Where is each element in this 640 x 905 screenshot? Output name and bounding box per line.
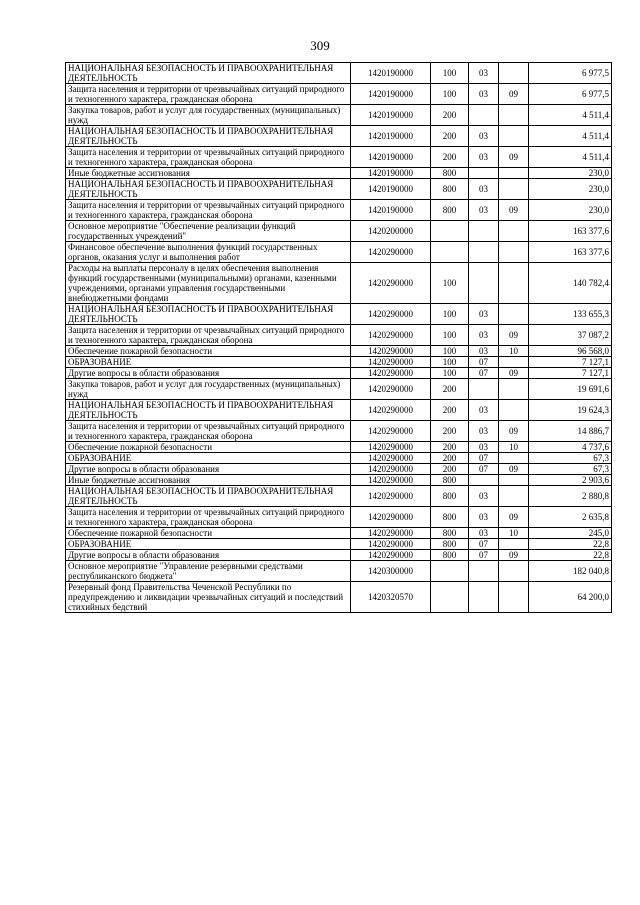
row-vr-cell: 200 <box>431 379 469 400</box>
table-row <box>66 147 612 168</box>
table-row <box>66 528 612 539</box>
row-amount-cell: 6 977,5 <box>529 84 612 105</box>
table-row <box>66 221 612 242</box>
row-rz-cell: 03 <box>469 346 499 357</box>
row-rz-cell <box>469 582 499 613</box>
row-csr-cell: 1420290000 <box>351 453 431 464</box>
row-amount-cell: 4 511,4 <box>529 147 612 168</box>
row-pr-cell <box>499 63 529 84</box>
row-rz-cell: 03 <box>469 507 499 528</box>
row-vr-cell: 800 <box>431 528 469 539</box>
row-pr-cell: 09 <box>499 464 529 475</box>
row-csr-cell: 1420290000 <box>351 528 431 539</box>
row-pr-cell: 09 <box>499 325 529 346</box>
row-name-cell: Основное мероприятие "Обеспечение реализации функций государственных учреждений" <box>66 221 351 242</box>
row-vr-cell: 800 <box>431 168 469 179</box>
table-row <box>66 453 612 464</box>
row-pr-cell: 09 <box>499 507 529 528</box>
row-name-cell: Другие вопросы в области образования <box>66 368 351 379</box>
row-vr-cell: 200 <box>431 442 469 453</box>
row-name-cell: НАЦИОНАЛЬНАЯ БЕЗОПАСНОСТЬ И ПРАВООХРАНИТЕЛЬНАЯ ДЕЯТЕЛЬНОСТЬ <box>66 63 351 84</box>
row-name-cell: Закупка товаров, работ и услуг для государственных (муниципальных) нужд <box>66 105 351 126</box>
row-vr-cell: 100 <box>431 325 469 346</box>
row-name-cell: Защита населения и территории от чрезвычайных ситуаций природного и техногенного характера, гражданская оборона <box>66 147 351 168</box>
row-csr-cell: 1420290000 <box>351 475 431 486</box>
row-pr-cell <box>499 242 529 263</box>
row-name-cell: Другие вопросы в области образования <box>66 550 351 561</box>
row-rz-cell: 07 <box>469 464 499 475</box>
row-csr-cell: 1420290000 <box>351 368 431 379</box>
table-row <box>66 400 612 421</box>
row-name-cell: Обеспечение пожарной безопасности <box>66 346 351 357</box>
row-amount-cell: 7 127,1 <box>529 368 612 379</box>
row-rz-cell: 03 <box>469 179 499 200</box>
row-csr-cell: 1420290000 <box>351 346 431 357</box>
row-vr-cell: 200 <box>431 105 469 126</box>
row-rz-cell: 03 <box>469 442 499 453</box>
row-rz-cell: 07 <box>469 368 499 379</box>
row-rz-cell <box>469 379 499 400</box>
row-name-cell: Обеспечение пожарной безопасности <box>66 528 351 539</box>
table-row <box>66 325 612 346</box>
row-amount-cell: 4 511,4 <box>529 126 612 147</box>
table-row <box>66 368 612 379</box>
row-pr-cell <box>499 486 529 507</box>
row-vr-cell: 200 <box>431 147 469 168</box>
row-csr-cell: 1420190000 <box>351 168 431 179</box>
row-vr-cell: 200 <box>431 453 469 464</box>
table-row <box>66 263 612 304</box>
table-row <box>66 550 612 561</box>
row-amount-cell: 19 624,3 <box>529 400 612 421</box>
row-vr-cell: 200 <box>431 464 469 475</box>
row-amount-cell: 4 737,6 <box>529 442 612 453</box>
row-pr-cell <box>499 221 529 242</box>
table-row <box>66 582 612 613</box>
row-csr-cell: 1420320570 <box>351 582 431 613</box>
row-pr-cell: 10 <box>499 442 529 453</box>
row-amount-cell: 4 511,4 <box>529 105 612 126</box>
row-vr-cell: 200 <box>431 126 469 147</box>
row-amount-cell: 163 377,6 <box>529 242 612 263</box>
row-name-cell: Иные бюджетные ассигнования <box>66 475 351 486</box>
row-csr-cell: 1420290000 <box>351 550 431 561</box>
row-rz-cell: 07 <box>469 550 499 561</box>
row-amount-cell: 6 977,5 <box>529 63 612 84</box>
row-rz-cell: 07 <box>469 357 499 368</box>
row-rz-cell: 03 <box>469 147 499 168</box>
table-row <box>66 421 612 442</box>
row-vr-cell: 100 <box>431 84 469 105</box>
row-csr-cell: 1420290000 <box>351 357 431 368</box>
row-csr-cell: 1420290000 <box>351 379 431 400</box>
table-row <box>66 357 612 368</box>
table-row <box>66 464 612 475</box>
row-name-cell: НАЦИОНАЛЬНАЯ БЕЗОПАСНОСТЬ И ПРАВООХРАНИТЕЛЬНАЯ ДЕЯТЕЛЬНОСТЬ <box>66 126 351 147</box>
row-vr-cell: 200 <box>431 421 469 442</box>
row-pr-cell <box>499 126 529 147</box>
row-name-cell: НАЦИОНАЛЬНАЯ БЕЗОПАСНОСТЬ И ПРАВООХРАНИТЕЛЬНАЯ ДЕЯТЕЛЬНОСТЬ <box>66 179 351 200</box>
row-pr-cell <box>499 357 529 368</box>
row-amount-cell: 67,3 <box>529 453 612 464</box>
row-amount-cell: 163 377,6 <box>529 221 612 242</box>
budget-table-body <box>66 63 612 613</box>
row-rz-cell <box>469 263 499 304</box>
row-pr-cell <box>499 539 529 550</box>
row-csr-cell: 1420290000 <box>351 242 431 263</box>
row-amount-cell: 2 635,8 <box>529 507 612 528</box>
row-name-cell: ОБРАЗОВАНИЕ <box>66 453 351 464</box>
row-name-cell: Расходы на выплаты персоналу в целях обеспечения выполнения функций государственными (муниципальными) органами, казенными учреждениями, органами управления государственными внебюджетными фондами <box>66 263 351 304</box>
table-row <box>66 486 612 507</box>
row-amount-cell: 140 782,4 <box>529 263 612 304</box>
row-rz-cell: 07 <box>469 453 499 464</box>
row-amount-cell: 7 127,1 <box>529 357 612 368</box>
table-row <box>66 561 612 582</box>
row-pr-cell <box>499 561 529 582</box>
row-csr-cell: 1420290000 <box>351 325 431 346</box>
row-csr-cell: 1420190000 <box>351 63 431 84</box>
row-rz-cell: 03 <box>469 486 499 507</box>
row-name-cell: Другие вопросы в области образования <box>66 464 351 475</box>
row-rz-cell: 03 <box>469 200 499 221</box>
row-pr-cell: 09 <box>499 421 529 442</box>
row-pr-cell: 09 <box>499 550 529 561</box>
row-csr-cell: 1420290000 <box>351 464 431 475</box>
row-name-cell: НАЦИОНАЛЬНАЯ БЕЗОПАСНОСТЬ И ПРАВООХРАНИТЕЛЬНАЯ ДЕЯТЕЛЬНОСТЬ <box>66 486 351 507</box>
row-vr-cell: 800 <box>431 200 469 221</box>
row-csr-cell: 1420290000 <box>351 400 431 421</box>
row-vr-cell: 800 <box>431 486 469 507</box>
table-row <box>66 200 612 221</box>
row-pr-cell <box>499 475 529 486</box>
row-csr-cell: 1420290000 <box>351 263 431 304</box>
row-rz-cell <box>469 475 499 486</box>
row-rz-cell <box>469 561 499 582</box>
row-pr-cell <box>499 105 529 126</box>
row-amount-cell: 64 200,0 <box>529 582 612 613</box>
row-csr-cell: 1420290000 <box>351 507 431 528</box>
table-row <box>66 105 612 126</box>
row-csr-cell: 1420190000 <box>351 105 431 126</box>
row-rz-cell: 03 <box>469 325 499 346</box>
row-pr-cell <box>499 179 529 200</box>
row-rz-cell <box>469 221 499 242</box>
table-row <box>66 168 612 179</box>
row-vr-cell <box>431 242 469 263</box>
row-vr-cell: 800 <box>431 179 469 200</box>
row-amount-cell: 245,0 <box>529 528 612 539</box>
row-vr-cell: 100 <box>431 346 469 357</box>
row-csr-cell: 1420190000 <box>351 84 431 105</box>
row-csr-cell: 1420190000 <box>351 126 431 147</box>
row-name-cell: Закупка товаров, работ и услуг для государственных (муниципальных) нужд <box>66 379 351 400</box>
table-row <box>66 84 612 105</box>
row-csr-cell: 1420200000 <box>351 221 431 242</box>
row-pr-cell: 09 <box>499 84 529 105</box>
row-vr-cell: 800 <box>431 539 469 550</box>
budget-table <box>65 62 612 613</box>
row-csr-cell: 1420290000 <box>351 421 431 442</box>
row-name-cell: Защита населения и территории от чрезвычайных ситуаций природного и техногенного характера, гражданская оборона <box>66 200 351 221</box>
row-amount-cell: 133 655,3 <box>529 304 612 325</box>
row-csr-cell: 1420190000 <box>351 179 431 200</box>
row-pr-cell <box>499 379 529 400</box>
row-pr-cell: 09 <box>499 147 529 168</box>
row-name-cell: ОБРАЗОВАНИЕ <box>66 539 351 550</box>
row-pr-cell: 10 <box>499 346 529 357</box>
row-vr-cell: 800 <box>431 550 469 561</box>
row-amount-cell: 230,0 <box>529 168 612 179</box>
row-amount-cell: 96 568,0 <box>529 346 612 357</box>
row-name-cell: Финансовое обеспечение выполнения функций государственных органов, оказания услуг и выполнения работ <box>66 242 351 263</box>
row-rz-cell <box>469 105 499 126</box>
page-number: 309 <box>310 38 330 53</box>
row-csr-cell: 1420290000 <box>351 304 431 325</box>
row-pr-cell <box>499 304 529 325</box>
table-row <box>66 179 612 200</box>
row-name-cell: Основное мероприятие "Управление резервными средствами республиканского бюджета" <box>66 561 351 582</box>
row-amount-cell: 230,0 <box>529 179 612 200</box>
row-name-cell: НАЦИОНАЛЬНАЯ БЕЗОПАСНОСТЬ И ПРАВООХРАНИТЕЛЬНАЯ ДЕЯТЕЛЬНОСТЬ <box>66 400 351 421</box>
table-row <box>66 539 612 550</box>
row-name-cell: Иные бюджетные ассигнования <box>66 168 351 179</box>
row-vr-cell: 200 <box>431 400 469 421</box>
row-vr-cell: 100 <box>431 304 469 325</box>
row-vr-cell: 100 <box>431 263 469 304</box>
row-csr-cell: 1420190000 <box>351 147 431 168</box>
row-vr-cell <box>431 582 469 613</box>
row-amount-cell: 37 087,2 <box>529 325 612 346</box>
row-rz-cell: 03 <box>469 84 499 105</box>
row-pr-cell <box>499 582 529 613</box>
row-csr-cell: 1420290000 <box>351 486 431 507</box>
table-row <box>66 242 612 263</box>
row-pr-cell <box>499 453 529 464</box>
row-rz-cell: 03 <box>469 304 499 325</box>
row-vr-cell: 800 <box>431 507 469 528</box>
row-name-cell: Защита населения и территории от чрезвычайных ситуаций природного и техногенного характера, гражданская оборона <box>66 421 351 442</box>
table-row <box>66 475 612 486</box>
row-amount-cell: 14 886,7 <box>529 421 612 442</box>
row-amount-cell: 2 880,8 <box>529 486 612 507</box>
row-name-cell: Защита населения и территории от чрезвычайных ситуаций природного и техногенного характера, гражданская оборона <box>66 84 351 105</box>
row-name-cell: ОБРАЗОВАНИЕ <box>66 357 351 368</box>
row-name-cell: Защита населения и территории от чрезвычайных ситуаций природного и техногенного характера, гражданская оборона <box>66 325 351 346</box>
row-pr-cell: 09 <box>499 368 529 379</box>
row-vr-cell <box>431 561 469 582</box>
table-row <box>66 63 612 84</box>
table-row <box>66 379 612 400</box>
row-csr-cell: 1420290000 <box>351 442 431 453</box>
row-csr-cell: 1420290000 <box>351 539 431 550</box>
row-vr-cell: 800 <box>431 475 469 486</box>
row-amount-cell: 19 691,6 <box>529 379 612 400</box>
table-row <box>66 126 612 147</box>
row-rz-cell: 03 <box>469 528 499 539</box>
row-rz-cell <box>469 168 499 179</box>
row-pr-cell: 10 <box>499 528 529 539</box>
row-csr-cell: 1420190000 <box>351 200 431 221</box>
table-row <box>66 442 612 453</box>
row-amount-cell: 67,3 <box>529 464 612 475</box>
row-amount-cell: 2 903,6 <box>529 475 612 486</box>
row-vr-cell: 100 <box>431 357 469 368</box>
row-vr-cell <box>431 221 469 242</box>
row-pr-cell: 09 <box>499 200 529 221</box>
row-amount-cell: 22,8 <box>529 539 612 550</box>
row-name-cell: Защита населения и территории от чрезвычайных ситуаций природного и техногенного характера, гражданская оборона <box>66 507 351 528</box>
row-name-cell: НАЦИОНАЛЬНАЯ БЕЗОПАСНОСТЬ И ПРАВООХРАНИТЕЛЬНАЯ ДЕЯТЕЛЬНОСТЬ <box>66 304 351 325</box>
row-amount-cell: 182 040,8 <box>529 561 612 582</box>
table-row <box>66 346 612 357</box>
row-vr-cell: 100 <box>431 368 469 379</box>
row-rz-cell: 03 <box>469 400 499 421</box>
row-rz-cell: 03 <box>469 63 499 84</box>
row-rz-cell <box>469 242 499 263</box>
row-pr-cell <box>499 263 529 304</box>
row-rz-cell: 03 <box>469 421 499 442</box>
row-rz-cell: 07 <box>469 539 499 550</box>
row-vr-cell: 100 <box>431 63 469 84</box>
table-row <box>66 507 612 528</box>
row-name-cell: Резервный фонд Правительства Чеченской Республики по предупреждению и ликвидации чрезвычайных ситуаций и последствий стихийных бедствий <box>66 582 351 613</box>
row-pr-cell <box>499 400 529 421</box>
row-csr-cell: 1420300000 <box>351 561 431 582</box>
table-row <box>66 304 612 325</box>
row-amount-cell: 22,8 <box>529 550 612 561</box>
row-pr-cell <box>499 168 529 179</box>
row-amount-cell: 230,0 <box>529 200 612 221</box>
row-name-cell: Обеспечение пожарной безопасности <box>66 442 351 453</box>
row-rz-cell: 03 <box>469 126 499 147</box>
